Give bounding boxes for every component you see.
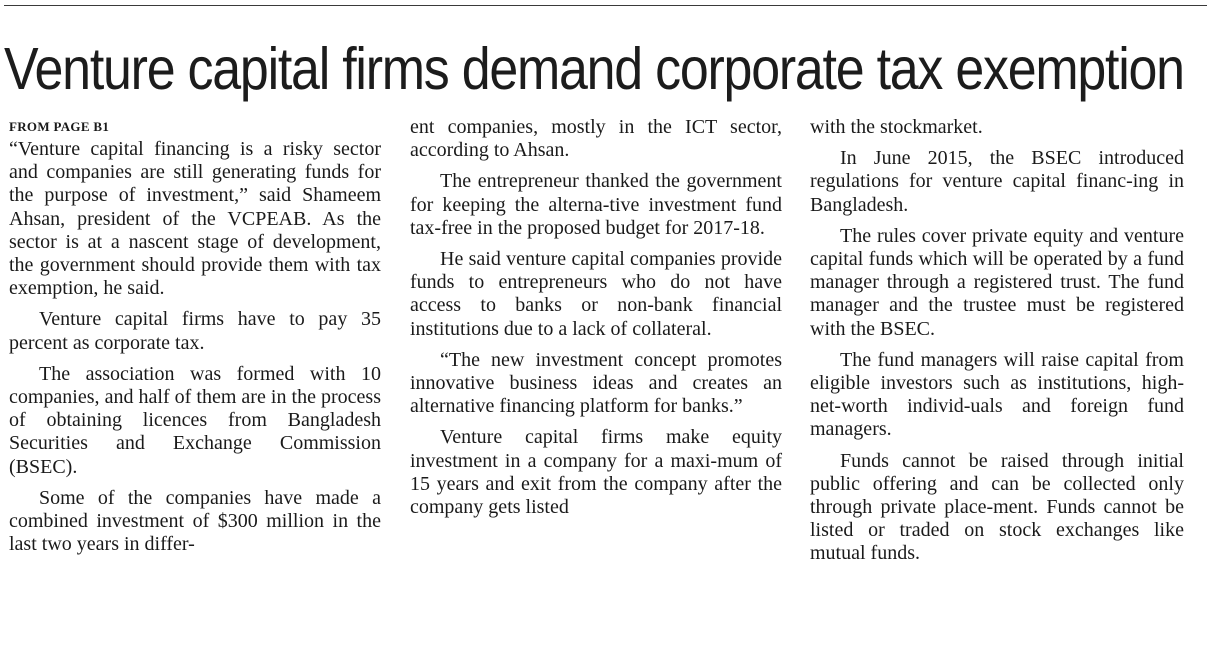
paragraph: In June 2015, the BSEC introduced regulations for venture capital financ-ing in Bangladesh. — [810, 147, 1184, 216]
paragraph: ent companies, mostly in the ICT sector, according to Ahsan. — [410, 116, 782, 162]
paragraph: Funds cannot be raised through initial public offering and can be collected only through private place-ment. Funds cannot be listed or traded on stock exchanges like mutual funds. — [810, 449, 1184, 565]
paragraph: “Venture capital financing is a risky sector and companies are still generating funds for the purpose of investment,” said Shameem Ahsan, president of the VCPEAB. As the sector is at a nascent stage of development, the government should provide them with tax exemption, he said. — [9, 138, 381, 300]
article-column-3 — [810, 116, 1184, 566]
paragraph: Venture capital firms make equity investment in a company for a maxi-mum of 15 years and exit from the company after the company gets listed — [410, 426, 782, 519]
paragraph: He said venture capital companies provide funds to entrepreneurs who do not have access to banks or non-bank financial institutions due to a lack of collateral. — [410, 248, 782, 340]
top-rule — [4, 5, 1207, 6]
paragraph: The fund managers will raise capital from eligible investors such as institutions, high-net-worth individ-uals and foreign fund managers. — [810, 348, 1184, 441]
paragraph: The entrepreneur thanked the government for keeping the alterna-tive investment fund tax-free in the proposed budget for 2017-18. — [410, 170, 782, 239]
headline: Venture capital firms demand corporate tax exemption — [4, 36, 1184, 102]
paragraph: The rules cover private equity and venture capital funds which will be operated by a fund manager through a registered trust. The fund manager and the trustee must be registered with the BSEC. — [810, 224, 1184, 340]
paragraph: The association was formed with 10 companies, and half of them are in the process of obtaining licences from Bangladesh Securities and Exchange Commission (BSEC). — [9, 362, 381, 478]
paragraph: Venture capital firms have to pay 35 percent as corporate tax. — [9, 308, 381, 354]
paragraph: Some of the companies have made a combined investment of $300 million in the last two years in differ- — [9, 486, 381, 556]
article-column-2 — [410, 116, 782, 519]
kicker: FROM PAGE B1 — [9, 119, 110, 134]
paragraph: with the stockmarket. — [810, 116, 983, 138]
article-column-1 — [9, 116, 381, 556]
paragraph: “The new investment concept promotes innovative business ideas and creates an alternative financing platform for banks.” — [410, 348, 782, 418]
